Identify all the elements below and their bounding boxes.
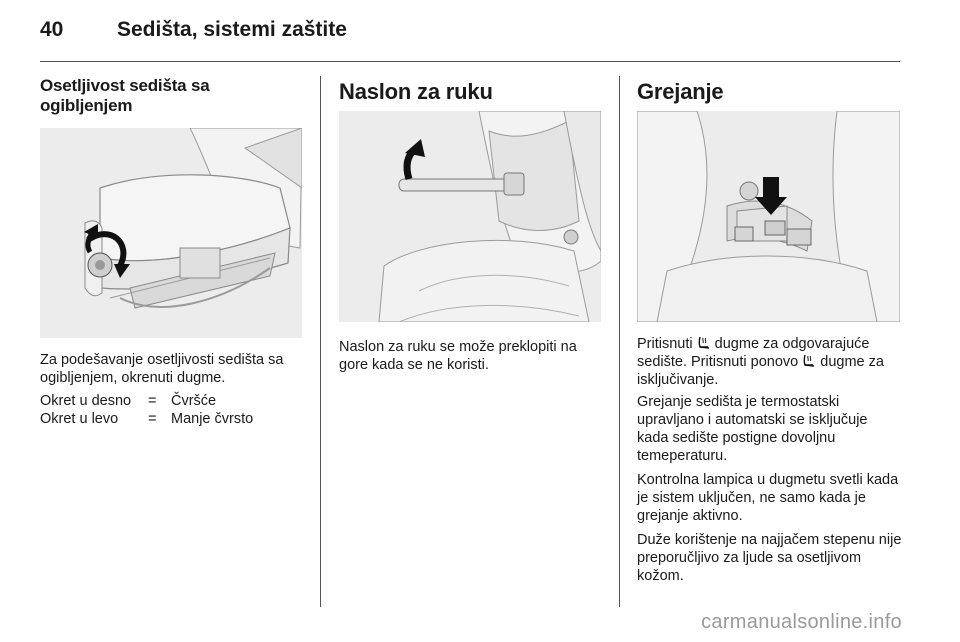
row-equals: =: [148, 411, 157, 427]
heating-paragraph-2: Grejanje sedišta je termostatski upravljano i automatski se isključuje kada sedište postigne dovoljnu temeperaturu.: [637, 394, 868, 464]
row-term: Okret u levo: [40, 411, 119, 427]
section-heading-suspension: Osetljivost sedišta sa ogibljenjem: [40, 76, 210, 115]
seat-heating-illustration: [637, 111, 900, 322]
definition-table: [40, 392, 253, 428]
seat-heating-icon: [697, 336, 711, 350]
column-divider-1: [320, 76, 321, 607]
running-title: Sedišta, sistemi zaštite: [117, 18, 347, 41]
header-rule: [40, 61, 900, 62]
heating-paragraph-3: Kontrolna lampica u dugmetu svetli kada je sistem uključen, ne samo kada je grejanje aktivno.: [637, 472, 899, 524]
section-heading-armrest: Naslon za ruku: [339, 79, 493, 104]
seat-heating-icon: [802, 354, 816, 368]
section-suspension: [40, 76, 302, 116]
column-divider-2: [619, 76, 620, 607]
heating-paragraph-4: Duže korištenje na najjačem stepenu nije preporučljivo za ljude sa osetljivom kožom.: [637, 532, 902, 584]
row-term: Okret u desno: [40, 393, 132, 409]
armrest-illustration: [339, 111, 601, 322]
suspension-seat-illustration: [40, 128, 302, 338]
suspension-paragraph: Za podešavanje osetljivosti sedišta sa ogibljenjem, okrenuti dugme.: [40, 352, 284, 386]
section-armrest: [339, 76, 601, 106]
watermark: carmanualsonline.info: [701, 611, 902, 633]
heating-paragraph-1: Pritisnuti dugme za odgovarajuće sedište. Pritisnuti ponovo dugme za isključivanje.: [637, 336, 884, 388]
table-row: [40, 410, 253, 428]
table-row: [40, 392, 253, 410]
armrest-paragraph: Naslon za ruku se može preklopiti na gore kada se ne koristi.: [339, 339, 577, 373]
page-number: 40: [40, 18, 64, 41]
row-value: Manje čvrsto: [171, 411, 254, 427]
section-heating: [637, 76, 900, 106]
row-equals: =: [148, 393, 157, 409]
section-heading-heating: Grejanje: [637, 79, 724, 104]
row-value: Čvršće: [171, 393, 217, 409]
